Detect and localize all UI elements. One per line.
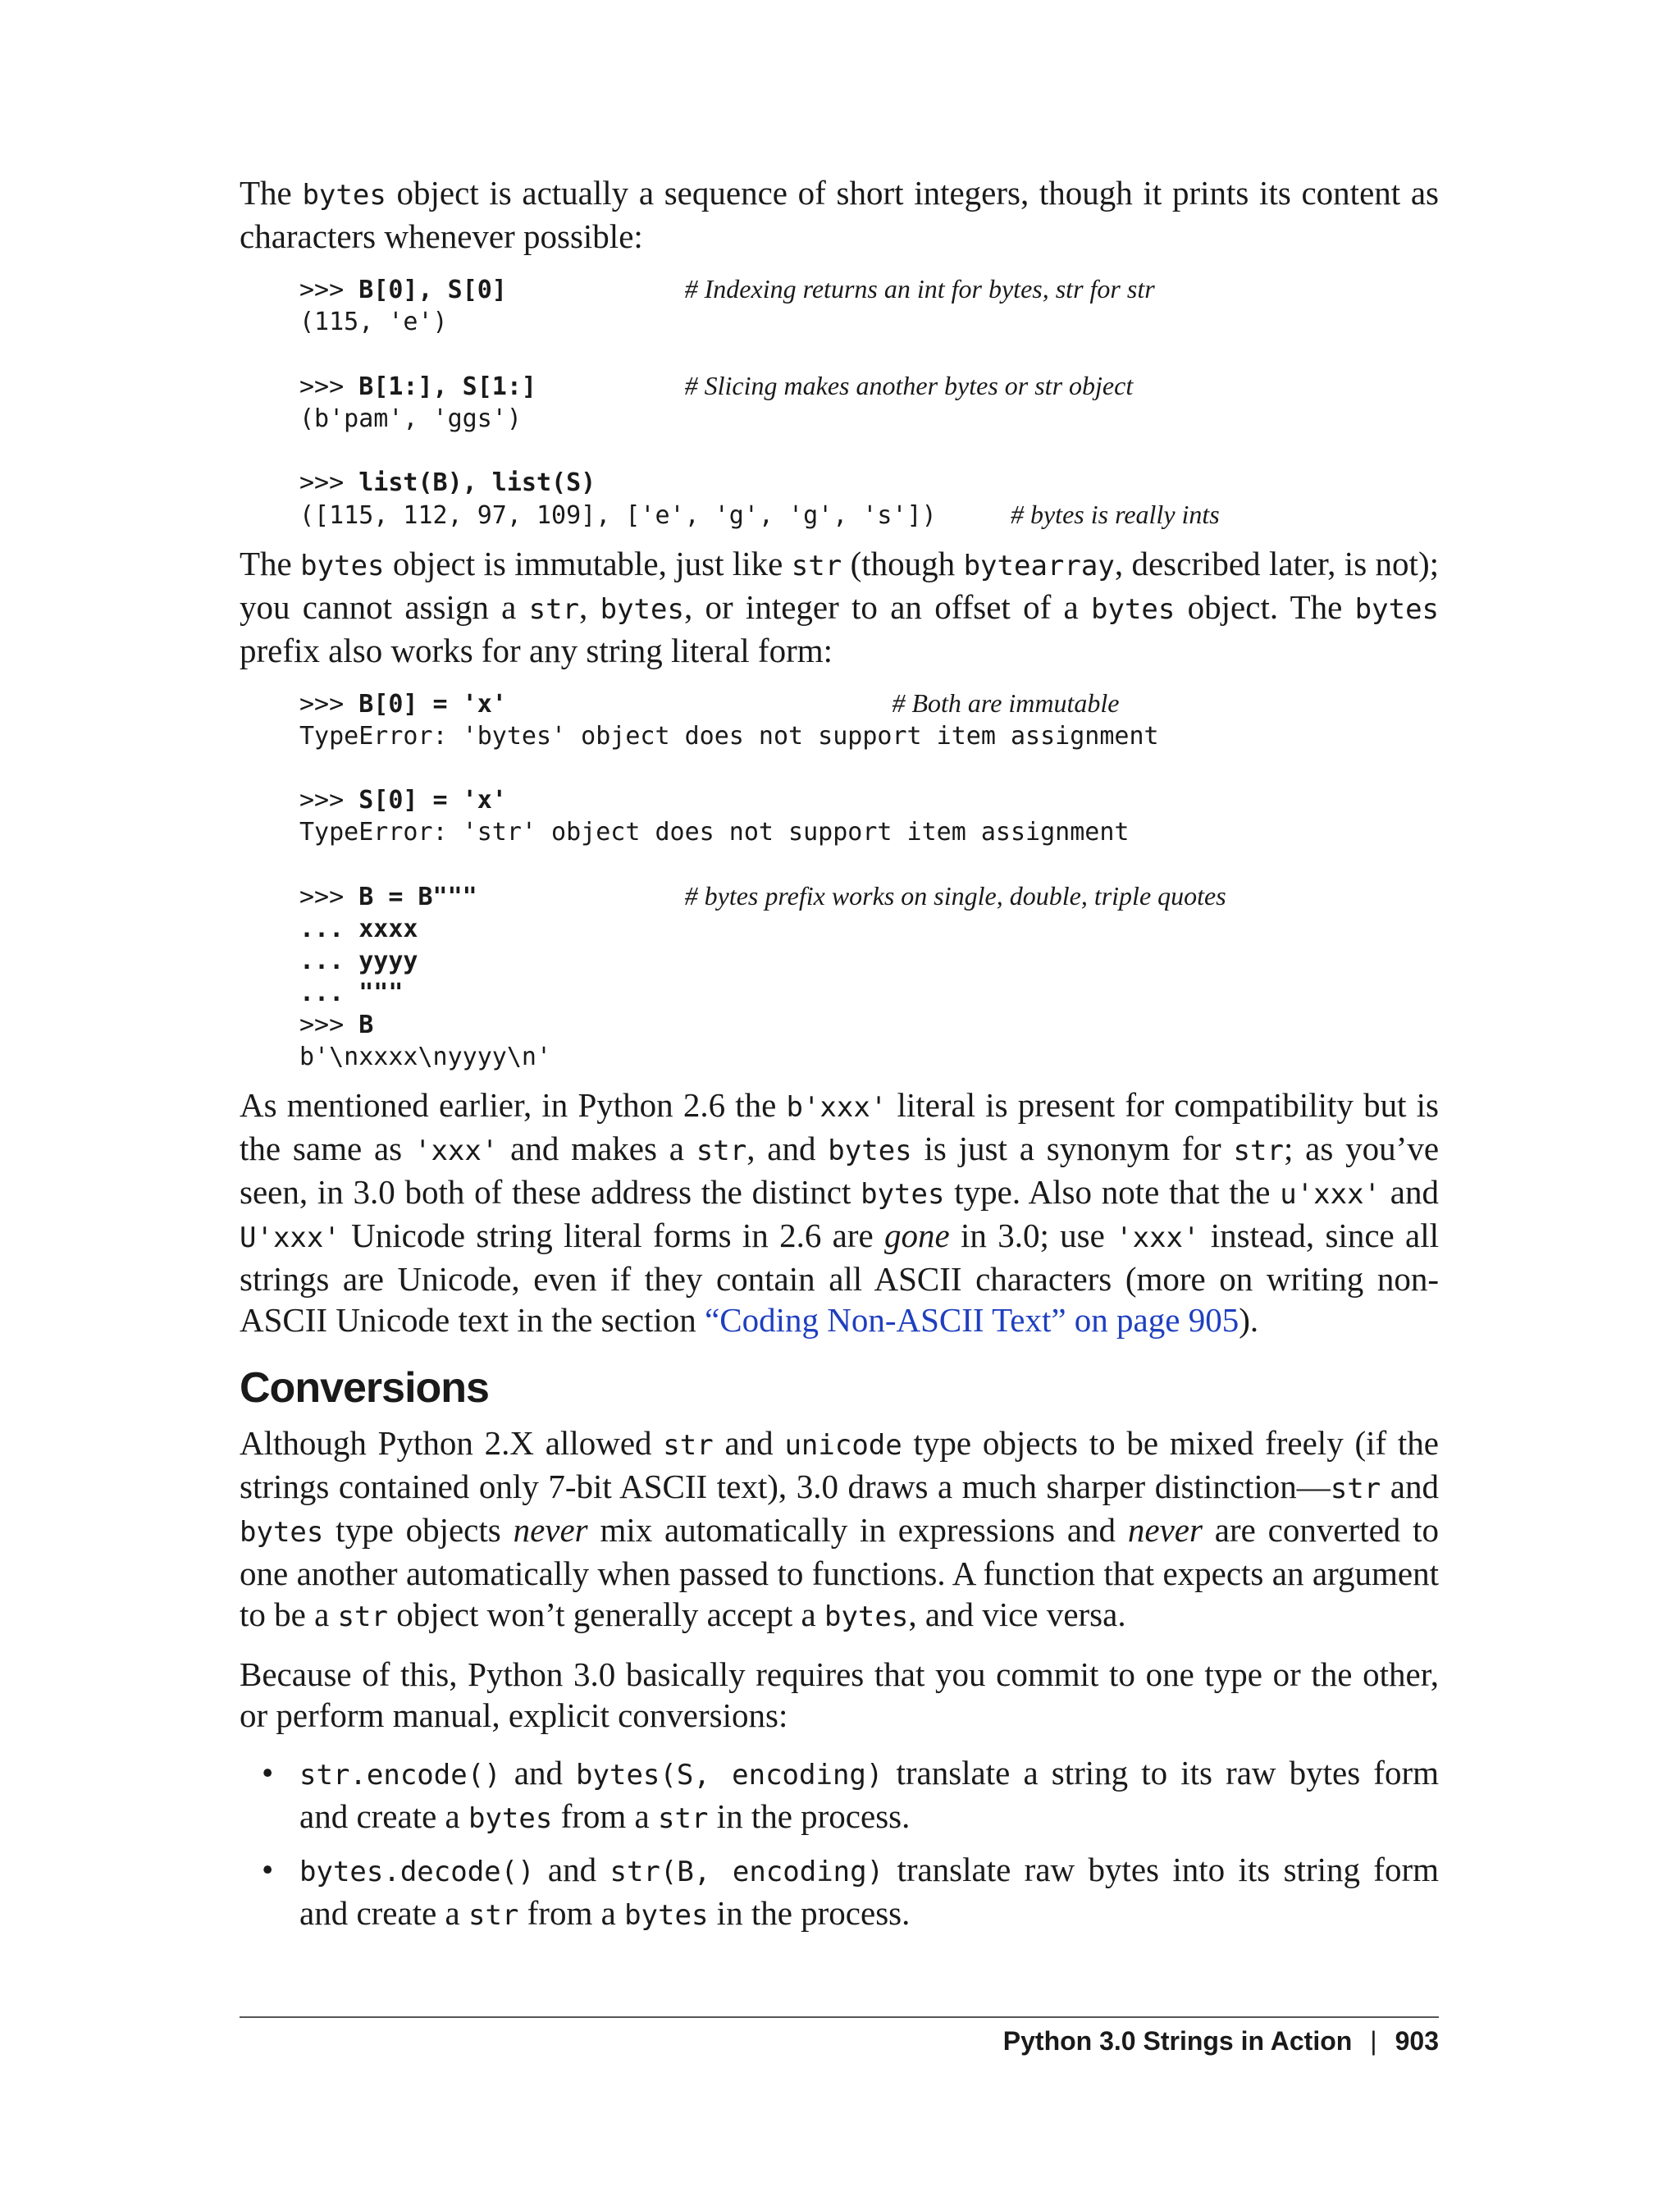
code-output: TypeError: 'bytes' object does not support item assignment: [299, 722, 1159, 751]
emphasis: gone: [884, 1217, 950, 1254]
text: in 3.0; use: [949, 1217, 1116, 1254]
inline-code: bytearray: [963, 550, 1115, 582]
text: from a: [518, 1894, 625, 1932]
code-command: B[1:], S[1:]: [358, 372, 536, 401]
text: and: [534, 1851, 610, 1888]
inline-code: str: [337, 1600, 388, 1633]
code-output: ([115, 112, 97, 109], ['e', 'g', 'g', 's']): [299, 501, 937, 530]
text: in the process.: [708, 1894, 911, 1932]
emphasis: never: [1127, 1511, 1203, 1549]
text: and makes a: [498, 1130, 696, 1167]
code-comment: # Slicing makes another bytes or str object: [684, 371, 1134, 400]
text: type objects to be mixed freely (if the strings contained only 7-bit ASCII text), 3.0 draws a much sharper distinction—: [240, 1424, 1440, 1505]
inline-code: str: [468, 1899, 519, 1932]
text: object is actually a sequence of short integers, though it prints its content as characters whenever possible:: [240, 174, 1439, 255]
inline-code: str.encode(): [299, 1759, 501, 1792]
text: , and: [746, 1130, 829, 1167]
inline-code: str(B, encoding): [609, 1856, 884, 1888]
inline-code: bytes.decode(): [299, 1856, 535, 1888]
code-output: TypeError: 'str' object does not support item assignment: [299, 818, 1130, 847]
emphasis: never: [513, 1511, 588, 1549]
inline-code: str: [696, 1134, 747, 1167]
text: type. Also note that the: [944, 1173, 1281, 1211]
text: translate raw bytes into its string form and create a: [299, 1851, 1439, 1932]
inline-code: bytes: [302, 179, 386, 212]
text: literal is present for compatibility but is the same as: [240, 1086, 1439, 1167]
text: and: [713, 1424, 785, 1462]
paragraph-python26-literals: [240, 1084, 1439, 1340]
text: object. The: [1175, 588, 1355, 626]
code-block-indexing: [299, 273, 1439, 532]
page-number: 903: [1395, 2026, 1439, 2056]
prompt: >>>: [299, 468, 359, 497]
text: The: [240, 174, 303, 212]
inline-code: bytes: [828, 1134, 912, 1167]
text: from a: [552, 1797, 658, 1835]
code-command: list(B), list(S): [358, 468, 596, 497]
text: The: [240, 545, 301, 582]
list-item: [299, 1752, 1439, 1839]
inline-code: str: [1233, 1134, 1284, 1167]
page-content: [240, 172, 1439, 1946]
prompt: >>>: [299, 372, 359, 401]
text: ).: [1239, 1301, 1259, 1339]
text: , described later, is not); you cannot assign a: [240, 545, 1439, 626]
prompt: >>>: [299, 276, 359, 304]
text: is just a synonym for: [911, 1130, 1234, 1167]
code-comment: # Both are immutable: [892, 688, 1120, 718]
text: are converted to one another automatically when passed to functions. A function that expects an argument to be a: [240, 1511, 1439, 1633]
code-output: (115, 'e'): [299, 308, 448, 336]
text: prefix also works for any string literal form:: [240, 632, 833, 669]
text: , and vice versa.: [908, 1596, 1126, 1633]
text: instead, since all strings are Unicode, even if they contain all ASCII characters (more on writing non-ASCII Unicode text in the section: [240, 1217, 1440, 1339]
prompt: >>>: [299, 786, 359, 815]
inline-code: bytes: [300, 550, 385, 582]
text: in the process.: [708, 1797, 911, 1835]
code-output: b'\nxxxx\nyyyy\n': [299, 1043, 552, 1071]
running-title: Python 3.0 Strings in Action: [1002, 2026, 1353, 2056]
code-comment: # bytes prefix works on single, double, triple quotes: [684, 881, 1226, 911]
paragraph-bytes-sequence: [240, 172, 1439, 257]
inline-code: bytes: [824, 1600, 909, 1633]
inline-code: bytes: [600, 593, 684, 626]
text: and: [500, 1754, 577, 1792]
code-command: B = B""": [358, 883, 477, 911]
inline-code: str: [658, 1802, 709, 1835]
text: (though: [842, 545, 964, 582]
text: object won’t generally accept a: [387, 1596, 824, 1633]
code-continuation: ... """: [299, 979, 404, 1007]
inline-code: bytes: [861, 1178, 945, 1211]
text: , or integer to an offset of a: [683, 588, 1092, 626]
inline-code: str: [528, 593, 580, 626]
inline-code: bytes: [468, 1802, 553, 1835]
text: ,: [579, 588, 600, 626]
code-command: B[0] = 'x': [358, 690, 507, 719]
text: type objects: [323, 1511, 514, 1549]
inline-code: 'xxx': [413, 1134, 499, 1167]
text: translate a string to its raw bytes form and create a: [299, 1754, 1439, 1835]
inline-code: bytes(S, encoding): [576, 1759, 883, 1792]
paragraph-explicit-conversions: Because of this, Python 3.0 basically requires that you commit to one type or the other, or perform manual, explicit conversions:: [240, 1655, 1439, 1734]
list-item: [299, 1849, 1439, 1936]
code-continuation: ... yyyy: [299, 947, 418, 975]
paragraph-bytes-immutable: [240, 543, 1439, 671]
code-command: B: [358, 1011, 374, 1039]
inline-code: bytes: [240, 1516, 324, 1549]
code-command: B[0], S[0]: [358, 276, 507, 304]
inline-code: str: [663, 1429, 714, 1462]
cross-reference-link[interactable]: “Coding Non-ASCII Text” on page 905: [705, 1301, 1239, 1339]
paragraph-conversions-intro: [240, 1422, 1439, 1637]
footer-divider: [240, 2016, 1439, 2018]
text: and: [1381, 1468, 1440, 1505]
text: and: [1381, 1173, 1439, 1211]
code-comment: # bytes is really ints: [1010, 500, 1220, 529]
inline-code: str: [1330, 1472, 1381, 1505]
text: ; as you’ve seen, in 3.0 both of these address the distinct: [240, 1130, 1440, 1211]
inline-code: bytes: [624, 1899, 709, 1932]
text: mix automatically in expressions and: [587, 1511, 1128, 1549]
footer-separator: |: [1370, 2026, 1377, 2056]
text: As mentioned earlier, in Python 2.6 the: [240, 1086, 787, 1124]
code-command: S[0] = 'x': [358, 786, 507, 815]
inline-code: u'xxx': [1280, 1178, 1381, 1211]
inline-code: bytes: [1354, 593, 1440, 626]
prompt: >>>: [299, 690, 359, 719]
inline-code: unicode: [784, 1429, 902, 1462]
inline-code: 'xxx': [1116, 1221, 1200, 1254]
page-footer: [1003, 2026, 1439, 2057]
prompt: >>>: [299, 883, 359, 911]
text: Unicode string literal forms in 2.6 are: [340, 1217, 885, 1254]
text: Although Python 2.X allowed: [240, 1424, 664, 1462]
conversion-list: [240, 1752, 1439, 1936]
prompt: >>>: [299, 1011, 359, 1039]
code-comment: # Indexing returns an int for bytes, str for str: [684, 274, 1155, 304]
text: object is immutable, just like: [384, 545, 792, 582]
inline-code: str: [791, 550, 842, 582]
inline-code: U'xxx': [240, 1221, 340, 1254]
code-output: (b'pam', 'ggs'): [299, 404, 522, 433]
inline-code: b'xxx': [786, 1091, 888, 1124]
code-block-immutable: [299, 687, 1439, 1073]
code-continuation: ... xxxx: [299, 915, 418, 943]
section-heading: Conversions: [240, 1364, 489, 1412]
inline-code: bytes: [1091, 593, 1176, 626]
